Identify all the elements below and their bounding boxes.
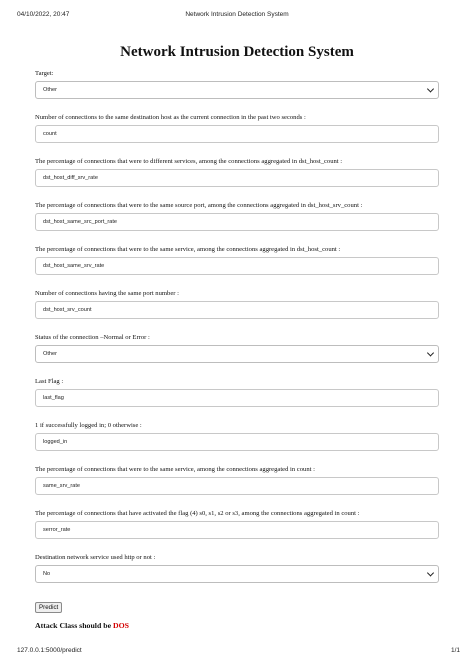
- serror-rate-input[interactable]: [35, 521, 439, 539]
- logged-in-input[interactable]: [35, 433, 439, 451]
- predict-button[interactable]: Predict: [35, 602, 62, 613]
- print-header: [0, 11, 474, 23]
- dst-host-same-src-port-rate-input[interactable]: [35, 213, 439, 231]
- dst-host-same-srv-rate-placeholder: dst_host_same_srv_rate: [43, 263, 105, 269]
- last-flag-placeholder: last_flag: [43, 395, 64, 401]
- print-url: 127.0.0.1:5000/predict: [17, 647, 82, 654]
- field-dst-host-same-srv-rate: [35, 245, 439, 275]
- same-srv-rate-placeholder: same_srv_rate: [43, 483, 80, 489]
- field-service-http: [35, 553, 439, 583]
- page-title: Network Intrusion Detection System: [120, 44, 354, 60]
- same-srv-rate-label: The percentage of connections that were to the same service, among the connections aggregated in count :: [35, 466, 315, 473]
- serror-rate-placeholder: serror_rate: [43, 527, 71, 533]
- field-last-flag: [35, 377, 439, 407]
- dst-host-same-srv-rate-input[interactable]: [35, 257, 439, 275]
- dst-host-diff-srv-rate-placeholder: dst_host_diff_srv_rate: [43, 175, 98, 181]
- service-http-select[interactable]: [35, 565, 439, 583]
- dst-host-diff-srv-rate-input[interactable]: [35, 169, 439, 187]
- target-selected-value: Other: [43, 87, 57, 93]
- count-placeholder: count: [43, 131, 57, 137]
- serror-rate-label: The percentage of connections that have activated the flag (4) s0, s1, s2 or s3, among the connections aggregated in count :: [35, 510, 360, 517]
- field-dst-host-same-src-port-rate: [35, 201, 439, 231]
- field-dst-host-diff-srv-rate: [35, 157, 439, 187]
- print-footer: [0, 647, 474, 659]
- dst-host-same-srv-rate-label: The percentage of connections that were to the same service, among the connections aggregated in dst_host_count :: [35, 246, 341, 253]
- field-same-srv-rate: [35, 465, 439, 495]
- flag-selected-value: Other: [43, 351, 57, 357]
- last-flag-label: Last Flag :: [35, 378, 64, 385]
- field-dst-host-srv-count: [35, 289, 439, 319]
- predict-row: [35, 596, 439, 611]
- target-label: Target:: [35, 70, 54, 77]
- dst-host-srv-count-input[interactable]: [35, 301, 439, 319]
- flag-select[interactable]: [35, 345, 439, 363]
- service-http-selected-value: No: [43, 571, 51, 577]
- chevron-down-icon: [427, 85, 434, 92]
- result-class: DOS: [112, 621, 130, 630]
- print-datetime: 04/10/2022, 20:47: [17, 11, 70, 18]
- logged-in-label: 1 if successfully logged in; 0 otherwise :: [35, 422, 142, 429]
- print-page-number: 1/1: [450, 647, 460, 654]
- target-select[interactable]: [35, 81, 439, 99]
- dst-host-diff-srv-rate-label: The percentage of connections that were to different services, among the connections aggregated in dst_host_count :: [35, 158, 343, 165]
- service-http-label: Destination network service used http or not :: [35, 554, 156, 561]
- same-srv-rate-input[interactable]: [35, 477, 439, 495]
- field-target: [35, 69, 439, 99]
- dst-host-same-src-port-rate-label: The percentage of connections that were to the same source port, among the connections aggregated in dst_host_srv_count :: [35, 202, 363, 209]
- count-input[interactable]: [35, 125, 439, 143]
- field-count: [35, 113, 439, 143]
- logged-in-placeholder: logged_in: [43, 439, 68, 445]
- chevron-down-icon: [427, 569, 434, 576]
- last-flag-input[interactable]: [35, 389, 439, 407]
- predict-page: [35, 40, 439, 630]
- dst-host-same-src-port-rate-placeholder: dst_host_same_src_port_rate: [43, 219, 118, 225]
- prediction-result: [35, 621, 439, 630]
- field-flag: [35, 333, 439, 363]
- flag-label: Status of the connection –Normal or Error :: [35, 334, 150, 341]
- count-label: Number of connections to the same destination host as the current connection in the past two seconds :: [35, 114, 306, 121]
- dst-host-srv-count-label: Number of connections having the same port number :: [35, 290, 179, 297]
- print-tab-title: Network Intrusion Detection System: [185, 11, 289, 18]
- field-serror-rate: [35, 509, 439, 539]
- chevron-down-icon: [427, 349, 434, 356]
- field-logged-in: [35, 421, 439, 451]
- result-prefix: Attack Class should be: [35, 621, 113, 630]
- dst-host-srv-count-placeholder: dst_host_srv_count: [43, 307, 92, 313]
